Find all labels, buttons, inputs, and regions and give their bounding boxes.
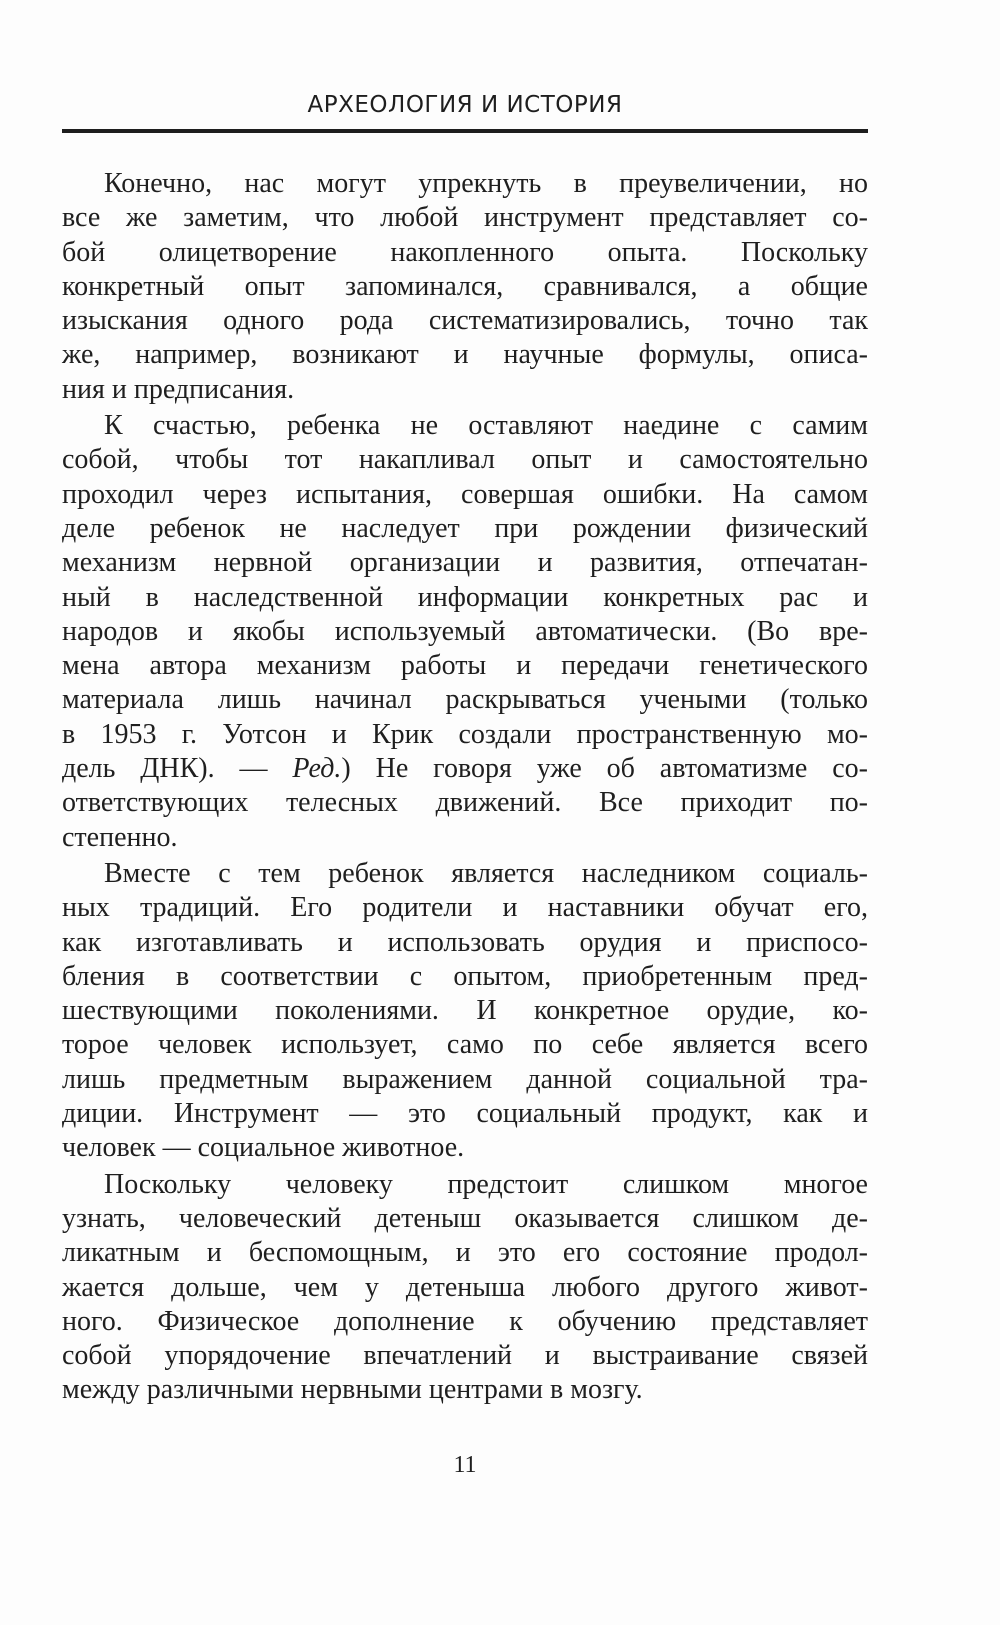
text-line: ного. Физическое дополнение к обучению представляет: [62, 1305, 868, 1337]
header-rule: [62, 129, 868, 133]
paragraph-2: [62, 409, 868, 855]
text-line: же, например, возникают и научные формулы, описа-: [62, 339, 868, 371]
text-line: шествующими поколениями. И конкретное орудие, ко-: [62, 995, 868, 1027]
running-header: АРХЕОЛОГИЯ И ИСТОРИЯ: [307, 92, 623, 118]
text-line: бления в соответствии с опытом, приобретенным пред-: [62, 960, 868, 992]
text-line: бой олицетворение накопленного опыта. Поскольку: [62, 236, 868, 268]
text-line: деле ребенок не наследует при рождении физический: [62, 512, 868, 544]
text-line: Поскольку человеку предстоит слишком многое: [104, 1168, 868, 1200]
text-line: ответствующих телесных движений. Все приходит по-: [62, 787, 868, 819]
paragraph-1: [62, 167, 868, 407]
text-line: диции. Инструмент — это социальный продукт, как и: [62, 1098, 868, 1130]
paragraph-3: [62, 857, 868, 1166]
editor-note-italic: Ред.: [292, 753, 342, 785]
text-line: между различными нервными центрами в мозгу.: [62, 1374, 643, 1406]
text-line: изыскания одного рода систематизировались, точно так: [62, 305, 868, 337]
text-line: Конечно, нас могут упрекнуть в преувеличении, но: [104, 168, 868, 199]
text-line: ликатным и беспомощным, и это его состояние продол-: [62, 1237, 868, 1269]
text-line: жается дольше, чем у детеныша любого другого живот-: [62, 1271, 868, 1303]
page-number: 11: [453, 1452, 477, 1478]
text-line: в 1953 г. Уотсон и Крик создали пространственную мо-: [62, 718, 868, 750]
text-line: собой упорядочение впечатлений и выстраивание связей: [62, 1340, 868, 1372]
text-line: проходил через испытания, совершая ошибки. На самом: [62, 478, 868, 510]
text-line: собой, чтобы тот накапливал опыт и самостоятельно: [62, 444, 868, 476]
text-line: ния и предписания.: [62, 373, 295, 405]
text-line-tail: ) Не говоря уже об автоматизме со-: [341, 753, 868, 785]
text-line: ный в наследственной информации конкретных рас и: [62, 581, 868, 613]
text-line: узнать, человеческий детеныш оказывается слишком де-: [62, 1202, 868, 1234]
text-line-with-editor-note: [62, 752, 868, 786]
text-line: торое человек использует, само по себе является всего: [62, 1029, 868, 1061]
text-line: как изготавливать и использовать орудия и приспосо-: [62, 926, 868, 958]
text-line: К счастью, ребенка не оставляют наедине с самим: [104, 410, 868, 442]
text-line: лишь предметным выражением данной социальной тра-: [62, 1063, 868, 1095]
paragraph-4: [62, 1168, 868, 1408]
text-line: мена автора механизм работы и передачи генетического: [62, 650, 868, 682]
text-line: степенно.: [62, 821, 178, 853]
text-line: механизм нервной организации и развития, отпечатан-: [62, 547, 868, 579]
text-line: человек — социальное животное.: [62, 1132, 465, 1164]
text-line: конкретный опыт запоминался, сравнивался, а общие: [62, 270, 868, 302]
text-line: материала лишь начинал раскрываться учеными (только: [62, 684, 868, 716]
text-line: ных традиций. Его родители и наставники обучат его,: [62, 892, 868, 924]
body-text: [62, 167, 868, 1410]
text-line: Вместе с тем ребенок является наследником социаль-: [104, 857, 868, 889]
text-line-head: дель ДНК). —: [62, 753, 293, 785]
text-line: народов и якобы используемый автоматически. (Во вре-: [62, 615, 868, 647]
text-line: все же заметим, что любой инструмент представляет со-: [62, 202, 868, 234]
